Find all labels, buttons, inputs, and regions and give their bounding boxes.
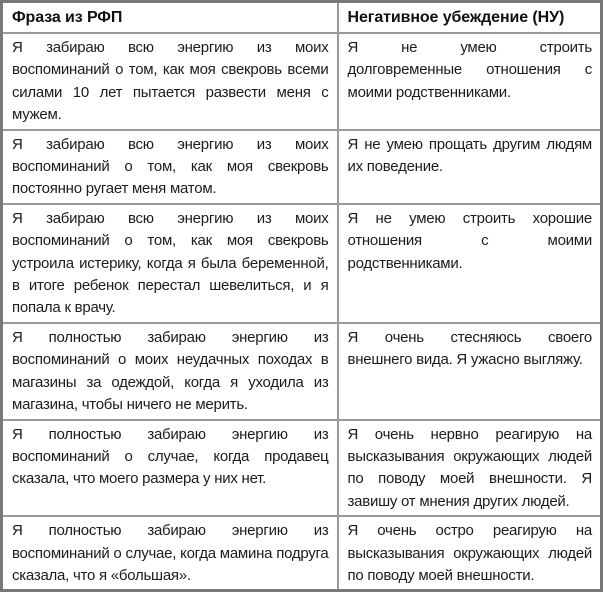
cell-negative-belief: Я очень стесняюсь своего внешнего вида. Я ужасно выгляжу. — [338, 323, 602, 420]
table-row — [2, 33, 602, 130]
table-row — [2, 204, 602, 323]
table-row — [2, 420, 602, 517]
table-header — [2, 2, 602, 34]
cell-negative-belief: Я не умею прощать другим людям их поведение. — [338, 130, 602, 204]
table-body — [2, 33, 602, 591]
table-row — [2, 516, 602, 591]
cell-negative-belief: Я очень остро реагирую на высказывания окружающих людей по поводу моей внешности. — [338, 516, 602, 591]
column-header-negative-belief: Негативное убеждение (НУ) — [338, 2, 602, 34]
cell-rfp-phrase: Я забираю всю энергию из моих воспоминаний о том, как моя свекровь постоянно ругает меня матом. — [2, 130, 338, 204]
cell-rfp-phrase: Я полностью забираю энергию из воспоминаний о моих неудачных походах в магазины за одеждой, когда я уходила из магазина, чтобы ничего не мерить. — [2, 323, 338, 420]
cell-rfp-phrase: Я забираю всю энергию из моих воспоминаний о том, как моя свекровь устроила истерику, когда я была беременной, в итоге ребенок перестал шевелиться, и я попала к врачу. — [2, 204, 338, 323]
column-header-rfp-phrase: Фраза из РФП — [2, 2, 338, 34]
table-row — [2, 130, 602, 204]
cell-negative-belief: Я не умею строить хорошие отношения с моими родственниками. — [338, 204, 602, 323]
cell-rfp-phrase: Я полностью забираю энергию из воспоминаний о случае, когда мамина подруга сказала, что я «большая». — [2, 516, 338, 591]
cell-rfp-phrase: Я полностью забираю энергию из воспоминаний о случае, когда продавец сказала, что моего размера у них нет. — [2, 420, 338, 517]
table-row — [2, 323, 602, 420]
cell-negative-belief: Я очень нервно реагирую на высказывания окружающих людей по поводу моей внешности. Я завишу от мнения других людей. — [338, 420, 602, 517]
cell-rfp-phrase: Я забираю всю энергию из моих воспоминаний о том, как моя свекровь всеми силами 10 лет пытается развести меня с мужем. — [2, 33, 338, 130]
cell-negative-belief: Я не умею строить долговременные отношения с моими родственниками. — [338, 33, 602, 130]
header-row — [2, 2, 602, 34]
